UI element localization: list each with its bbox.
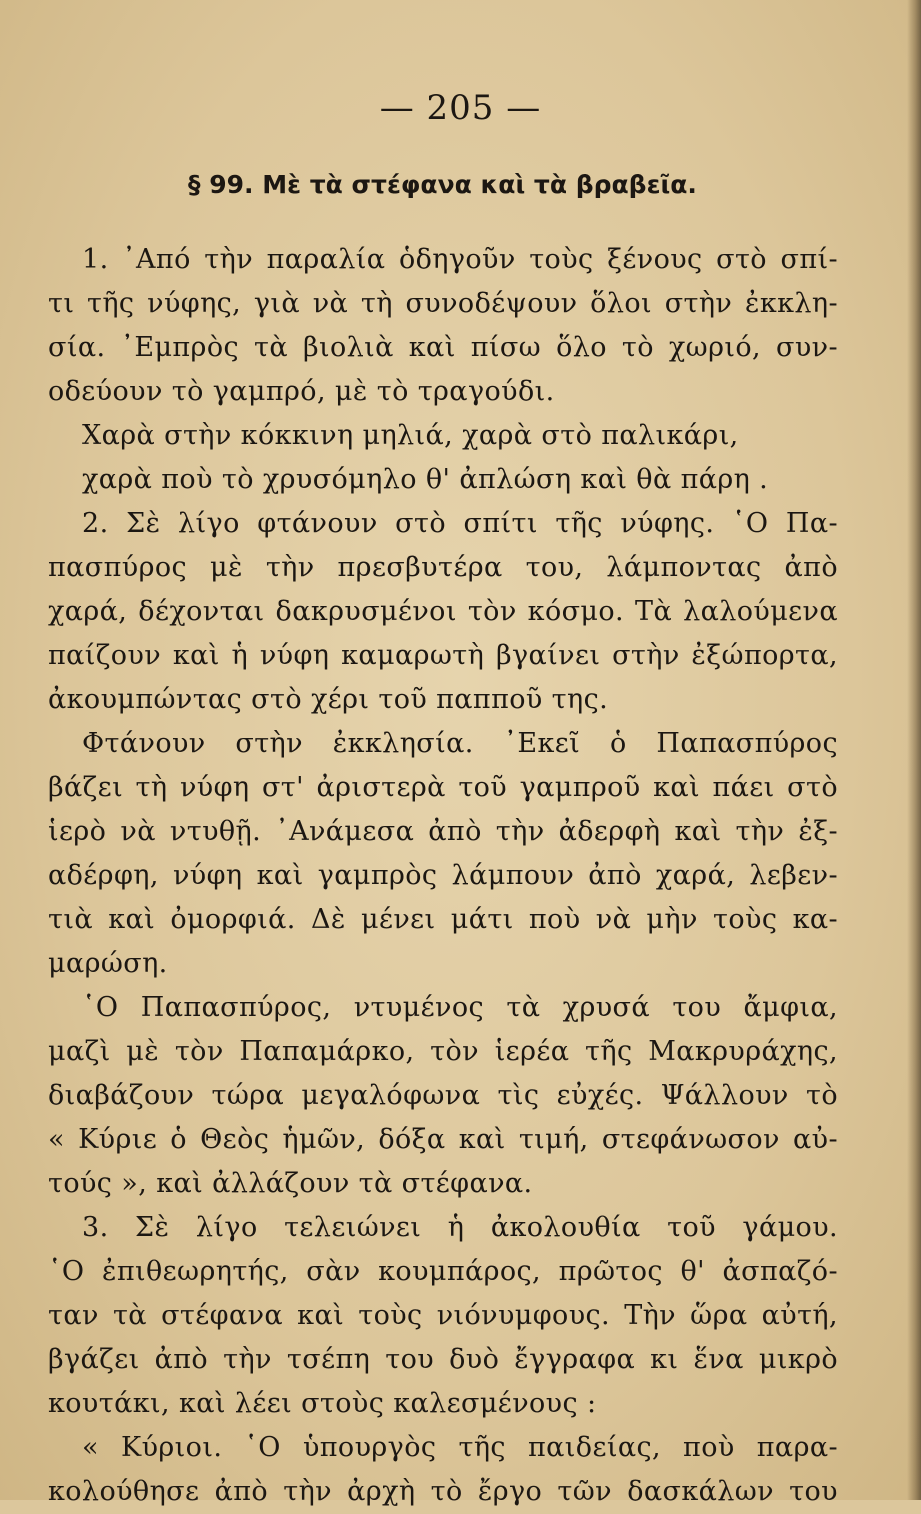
text-line: μαζὶ μὲ τὸν Παπαμάρκο, τὸν ἱερέα τῆς Μακρυράχης, xyxy=(48,1036,838,1067)
text-line: βάζει τὴ νύφη στ' ἀριστερὰ τοῦ γαμπροῦ καὶ πάει στὸ xyxy=(48,772,838,803)
text-line: 1. ᾿Από τὴν παραλία ὁδηγοῦν τοὺς ξένους στὸ σπί- xyxy=(82,244,838,275)
text-line: κουτάκι, καὶ λέει στοὺς καλεσμένους : xyxy=(48,1388,597,1419)
text-line: τι τῆς νύφης, γιὰ νὰ τὴ συνοδέψουν ὅλοι στὴν ἐκκλη- xyxy=(48,288,838,319)
page-number: — 205 — xyxy=(379,88,542,128)
text-line: οδεύουν τὸ γαμπρό, μὲ τὸ τραγούδι. xyxy=(48,376,555,407)
text-line: βγάζει ἀπὸ τὴν τσέπη του δυὸ ἔγγραφα κι ἕνα μικρὸ xyxy=(48,1344,838,1375)
text-line: ῾Ο Παπασπύρος, ντυμένος τὰ χρυσά του ἄμφια, xyxy=(82,992,838,1023)
text-line: χαρά, δέχονται δακρυσμένοι τὸν κόσμο. Τὰ λαλούμενα xyxy=(48,596,838,627)
text-line: « Κύριε ὁ Θεὸς ἡμῶν, δόξα καὶ τιμή, στεφάνωσον αὐ- xyxy=(48,1124,838,1155)
text-line: ταν τὰ στέφανα καὶ τοὺς νιόνυμφους. Τὴν ὥρα αὐτή, xyxy=(48,1300,838,1331)
verse-line: Χαρὰ στὴν κόκκινη μηλιά, χαρὰ στὸ παλικάρι, xyxy=(82,420,739,451)
page-edge-shadow xyxy=(907,0,921,1500)
text-line: μαρώση. xyxy=(48,948,168,979)
text-line: αδέρφη, νύφη καὶ γαμπρὸς λάμπουν ἀπὸ χαρά, λεβεν- xyxy=(48,860,838,891)
text-line: Φτάνουν στὴν ἐκκλησία. ᾿Εκεῖ ὁ Παπασπύρος xyxy=(82,728,838,759)
text-line: διαβάζουν τώρα μεγαλόφωνα τὶς εὐχές. Ψάλλουν τὸ xyxy=(48,1080,838,1111)
text-line: ἀκουμπώντας στὸ χέρι τοῦ παπποῦ της. xyxy=(48,684,609,715)
text-line: ῾Ο ἐπιθεωρητής, σὰν κουμπάρος, πρῶτος θ' ἀσπαζό- xyxy=(48,1256,838,1287)
text-line: πασπύρος μὲ τὴν πρεσβυτέρα του, λάμποντας ἀπὸ xyxy=(48,552,838,583)
text-line: κολούθησε ἀπὸ τὴν ἀρχὴ τὸ ἔργο τῶν δασκάλων του xyxy=(48,1476,838,1507)
text-line: σία. ᾿Εμπρὸς τὰ βιολιὰ καὶ πίσω ὅλο τὸ χωριό, συν- xyxy=(48,332,838,363)
text-line: παίζουν καὶ ἡ νύφη καμαρωτὴ βγαίνει στὴν ἐξώπορτα, xyxy=(48,640,838,671)
text-line: ἱερὸ νὰ ντυθῇ. ᾿Ανάμεσα ἀπὸ τὴν ἀδερφὴ καὶ τὴν ἐξ- xyxy=(48,816,838,847)
text-line: τιὰ καὶ ὀμορφιά. Δὲ μένει μάτι ποὺ νὰ μὴν τοὺς κα- xyxy=(48,904,838,935)
verse-line: χαρὰ ποὺ τὸ χρυσόμηλο θ' ἀπλώση καὶ θὰ πάρη . xyxy=(82,464,769,495)
text-line: 3. Σὲ λίγο τελειώνει ἡ ἀκολουθία τοῦ γάμου. xyxy=(82,1212,838,1243)
text-line: 2. Σὲ λίγο φτάνουν στὸ σπίτι τῆς νύφης. ῾Ο Πα- xyxy=(82,508,838,539)
section-heading: § 99. Μὲ τὰ στέφανα καὶ τὰ βραβεῖα. xyxy=(188,170,697,199)
text-line: « Κύριοι. ῾Ο ὑπουργὸς τῆς παιδείας, ποὺ παρα- xyxy=(82,1432,838,1463)
text-line: τούς », καὶ ἀλλάζουν τὰ στέφανα. xyxy=(48,1168,533,1199)
